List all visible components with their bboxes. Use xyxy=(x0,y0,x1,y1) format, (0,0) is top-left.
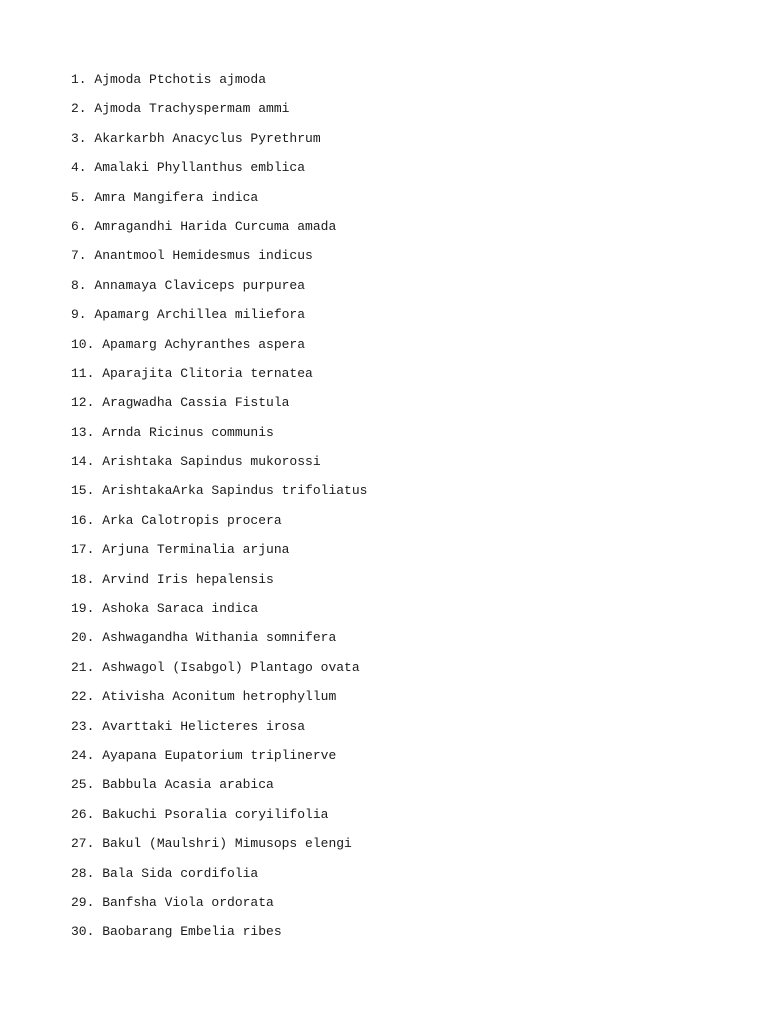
list-item: 17. Arjuna Terminalia arjuna xyxy=(71,542,290,558)
document-page xyxy=(71,70,751,952)
list-item: 5. Amra Mangifera indica xyxy=(71,189,259,205)
list-item: 10. Apamarg Achyranthes aspera xyxy=(71,336,306,352)
list-item: 4. Amalaki Phyllanthus emblica xyxy=(71,160,306,176)
list-item: 1. Ajmoda Ptchotis ajmoda xyxy=(71,72,267,87)
list-item: 14. Arishtaka Sapindus mukorossi xyxy=(71,454,321,470)
list-item: 26. Bakuchi Psoralia coryilifolia xyxy=(71,806,329,822)
list-item: 13. Arnda Ricinus communis xyxy=(71,424,274,440)
list-item: 6. Amragandhi Harida Curcuma amada xyxy=(71,218,337,234)
list-item: 7. Anantmool Hemidesmus indicus xyxy=(71,248,313,264)
list-item: 16. Arka Calotropis procera xyxy=(71,512,282,528)
list-item: 12. Aragwadha Cassia Fistula xyxy=(71,395,290,411)
list-item: 2. Ajmoda Trachyspermam ammi xyxy=(71,101,290,117)
list-item: 24. Ayapana Eupatorium triplinerve xyxy=(71,747,337,763)
list-item: 3. Akarkarbh Anacyclus Pyrethrum xyxy=(71,130,321,146)
list-item: 28. Bala Sida cordifolia xyxy=(71,865,259,881)
list-item: 18. Arvind Iris hepalensis xyxy=(71,571,274,587)
list-item: 15. ArishtakaArka Sapindus trifoliatus xyxy=(71,483,368,499)
list-item: 25. Babbula Acasia arabica xyxy=(71,777,274,793)
list-item: 8. Annamaya Claviceps purpurea xyxy=(71,277,306,293)
list-item: 30. Baobarang Embelia ribes xyxy=(71,924,282,940)
list-item: 27. Bakul (Maulshri) Mimusops elengi xyxy=(71,836,352,852)
list-item: 23. Avarttaki Helicteres irosa xyxy=(71,718,306,734)
list-item: 20. Ashwagandha Withania somnifera xyxy=(71,630,337,646)
list-item: 22. Ativisha Aconitum hetrophyllum xyxy=(71,689,337,705)
list-item: 9. Apamarg Archillea miliefora xyxy=(71,307,306,323)
list-item: 29. Banfsha Viola ordorata xyxy=(71,894,274,910)
list-item: 19. Ashoka Saraca indica xyxy=(71,601,259,617)
list-item: 11. Aparajita Clitoria ternatea xyxy=(71,365,313,381)
list-item: 21. Ashwagol (Isabgol) Plantago ovata xyxy=(71,659,360,675)
plant-list xyxy=(71,70,751,952)
